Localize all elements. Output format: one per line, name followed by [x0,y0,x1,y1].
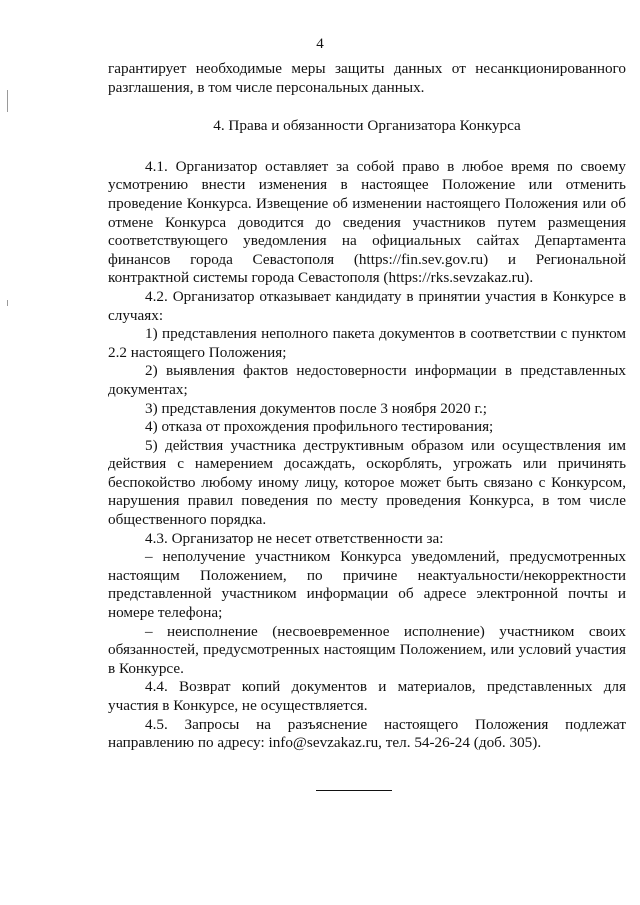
paragraph-4-5: 4.5. Запросы на разъяснение настоящего Положения подлежат направлению по адресу: info@sevzakaz.ru, тел. 54-26-24 (доб. 305). [108,715,626,752]
list-item-5: 5) действия участника деструктивным образом или осуществления им действия с намерением досаждать, оскорблять, угрожать или причинять беспокойство любому иному лицу, которое может быть связано с Конкурсом, нарушения правил поведения по месту проведения Конкурса, в том числе общественного порядка. [108,436,626,529]
document-body [108,60,626,753]
page-number: 4 [316,36,324,52]
list-item-2: 2) выявления фактов недостоверности информации в представленных документах; [108,362,626,398]
paragraph-4-4: 4.4. Возврат копий документов и материалов, представленных для участия в Конкурсе, не осуществляется. [108,678,626,714]
list-item-3: 3) представления документов после 3 ноября 2020 г.; [145,399,487,417]
paragraph-4-3: 4.3. Организатор не несет ответственности за: [145,529,444,547]
dash-item-1: – неполучение участником Конкурса уведомлений, предусмотренных настоящим Положением, по причине неактуальности/некорректности представленной участником информации об адресе электронной почты и номере телефона; [108,548,626,622]
end-rule-divider [316,790,392,791]
paragraph-4-1: 4.1. Организатор оставляет за собой право в любое время по своему усмотрению внести изменения в настоящее Положение или отменить проведение Конкурса. Извещение об изменении настоящего Положения или об отмене Конкурса доводится до сведения участников путем размещения соответствующего уведомления на официальных сайтах Департамента финансов города Севастополя (https://fin.sev.gov.ru) и Региональной контрактной системы города Севастополя (https://rks.sevzakaz.ru). [108,157,626,287]
scan-edge-mark [7,90,8,112]
scan-edge-mark [7,300,8,306]
paragraph-4-2: 4.2. Организатор отказывает кандидату в принятии участия в Конкурсе в случаях: [108,287,626,324]
intro-paragraph: гарантирует необходимые меры защиты данных от несанкционированного разглашения, в том числе персональных данных. [108,60,626,96]
list-item-4: 4) отказа от прохождения профильного тестирования; [145,418,494,436]
section-heading: 4. Права и обязанности Организатора Конкурса [213,117,521,135]
list-item-1: 1) представления неполного пакета документов в соответствии с пунктом 2.2 настоящего Положения; [108,325,626,361]
dash-item-2: – неисполнение (несвоевременное исполнение) участником своих обязанностей, предусмотренных настоящим Положением, или условий участия в Конкурсе. [108,622,626,677]
